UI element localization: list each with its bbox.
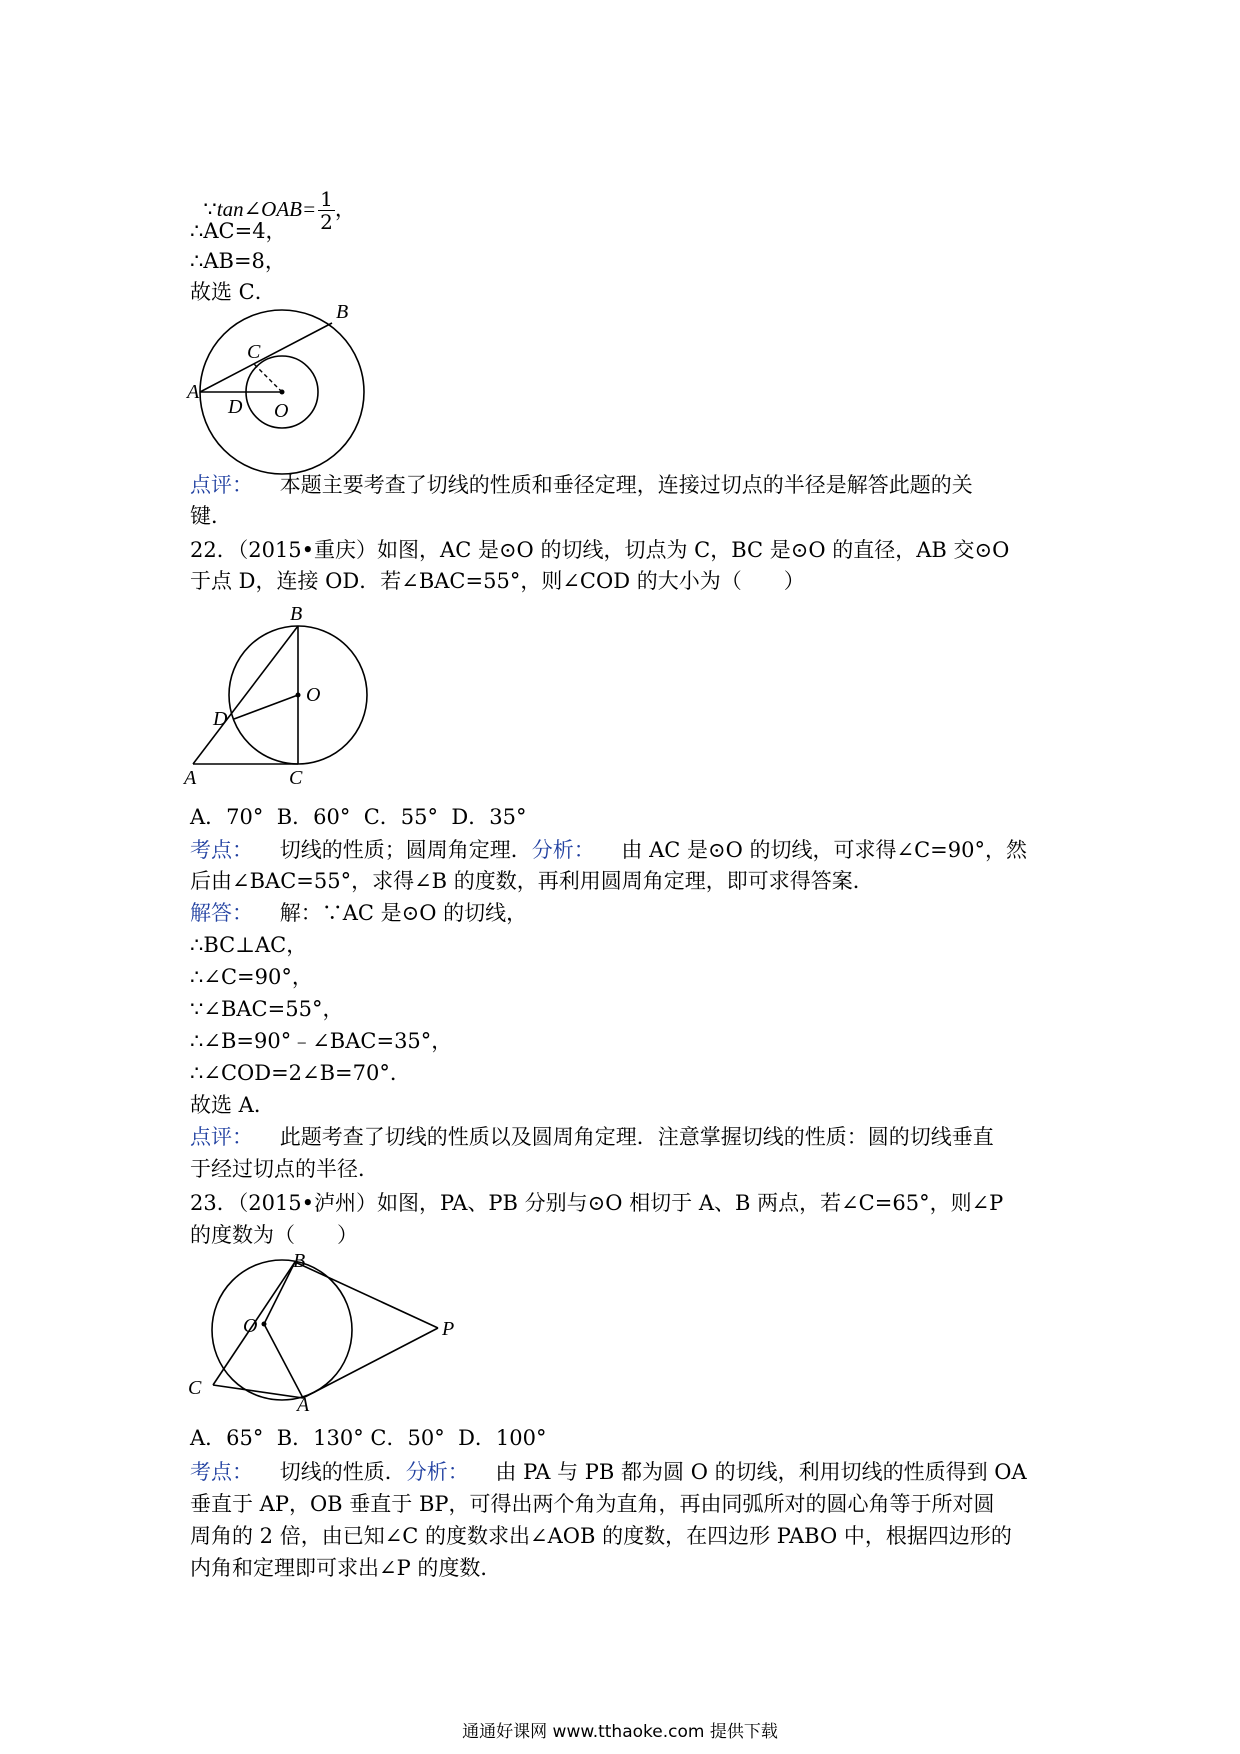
- tangent-pb: [295, 1262, 438, 1328]
- fenxi-text: 由 AC 是⊙O 的切线，可求得∠C=90°，然: [621, 838, 1027, 862]
- comment-line-1: [190, 470, 973, 500]
- solution-line-ac: ∴AC=4，: [190, 219, 287, 243]
- q22-step-6: 故选 A．: [190, 1093, 275, 1117]
- label-c: C: [247, 341, 261, 363]
- center-dot: [296, 693, 301, 698]
- label-d: D: [213, 708, 228, 730]
- center-dot: [280, 390, 285, 395]
- jieda-text: 解：∵AC 是⊙O 的切线，: [279, 901, 528, 925]
- page-footer: 通通好课网 www.tthaoke.com 提供下载: [462, 1722, 778, 1742]
- tangent-pa: [303, 1328, 438, 1398]
- q22-step-2: ∴∠C=90°，: [190, 965, 313, 989]
- label-c: C: [188, 1377, 202, 1399]
- q23-stem-line-2: 的度数为（ ）: [190, 1223, 358, 1247]
- label-d: D: [228, 396, 243, 418]
- comma: ，: [334, 197, 356, 221]
- label-c: C: [289, 767, 303, 789]
- q22-step-3: ∵∠BAC=55°，: [190, 997, 344, 1021]
- fenxi-label: 分析：: [531, 838, 595, 862]
- q23-analysis-line-3: 周角的 2 倍，由已知∠C 的度数求出∠AOB 的度数，在四边形 PABO 中，根据四边形的: [190, 1524, 1012, 1548]
- figure-concentric-circles: [180, 300, 370, 480]
- q22-comment-line-1: [190, 1122, 994, 1152]
- comment-line-2: 键．: [190, 504, 232, 528]
- q22-stem-line-2: 于点 D，连接 OD．若∠BAC=55°，则∠COD 的大小为（ ）: [190, 569, 805, 593]
- solution-line-answer: 故选 C．: [190, 280, 276, 304]
- fraction: [318, 188, 335, 233]
- q22-step-5: ∴∠COD=2∠B=70°．: [190, 1061, 411, 1085]
- fenxi-label: 分析：: [405, 1460, 469, 1484]
- q22-analysis-line-2: 后由∠BAC=55°，求得∠B 的度数，再利用圆周角定理，即可求得答案．: [190, 869, 874, 893]
- q23-stem-line-1: 23．（2015•泸州）如图，PA、PB 分别与⊙O 相切于 A、B 两点，若∠C=65°，则∠P: [190, 1191, 1004, 1215]
- kaodian-text: 切线的性质；圆周角定理．: [279, 838, 532, 862]
- jieda-label: 解答：: [190, 901, 253, 925]
- q23-analysis-line-2: 垂直于 AP，OB 垂直于 BP，可得出两个角为直角，再由同弧所对的圆心角等于所对圆: [190, 1492, 995, 1516]
- label-p: P: [442, 1318, 455, 1340]
- dianping-text: 此题考查了切线的性质以及圆周角定理．注意掌握切线的性质：圆的切线垂直: [279, 1125, 994, 1149]
- chord-ab: [200, 323, 332, 392]
- q22-options: A．70° B．60° C．55° D．35°: [190, 805, 527, 829]
- kaodian-label: 考点：: [190, 1460, 253, 1484]
- fraction-denominator: 2: [320, 210, 333, 234]
- center-dot: [262, 1322, 267, 1327]
- label-b: B: [290, 603, 303, 625]
- label-b: B: [293, 1252, 306, 1272]
- dashed-oc: [254, 364, 282, 392]
- kaodian-text: 切线的性质．: [279, 1460, 406, 1484]
- radius-oa: [264, 1324, 303, 1398]
- line-ab: [193, 626, 298, 764]
- comment-label: 点评：: [190, 473, 253, 497]
- q23-analysis-line-1: [190, 1457, 1027, 1487]
- label-a: A: [297, 1394, 310, 1412]
- figure-q23: [180, 1252, 470, 1412]
- comment-text: 本题主要考查了切线的性质和垂径定理，连接过切点的半径是解答此题的关: [279, 473, 973, 497]
- because-symbol: ∵: [203, 197, 217, 221]
- figure-q22: [180, 600, 380, 790]
- q22-step-4: ∴∠B=90°﹣∠BAC=35°，: [190, 1029, 453, 1053]
- label-a: A: [187, 381, 200, 403]
- q23-analysis-line-4: 内角和定理即可求出∠P 的度数．: [190, 1556, 502, 1580]
- label-o: O: [306, 684, 321, 706]
- q22-comment-line-2: 于经过切点的半径．: [190, 1157, 379, 1181]
- q22-step-1: ∴BC⊥AC，: [190, 933, 308, 957]
- label-o: O: [243, 1315, 258, 1337]
- fenxi-text: 由 PA 与 PB 都为圆 O 的切线，利用切线的性质得到 OA: [495, 1460, 1027, 1484]
- label-o: O: [274, 400, 289, 422]
- dianping-label: 点评：: [190, 1125, 253, 1149]
- label-b: B: [336, 301, 349, 323]
- q22-answer-line: [190, 898, 527, 928]
- q23-options: A．65° B．130° C．50° D．100°: [190, 1426, 547, 1450]
- q22-analysis-line-1: [190, 835, 1027, 865]
- q22-stem-line-1: 22．（2015•重庆）如图，AC 是⊙O 的切线，切点为 C，BC 是⊙O 的直径，AB 交⊙O: [190, 538, 1010, 562]
- solution-line-ab: ∴AB=8，: [190, 249, 286, 273]
- tan-expression: tan∠OAB=: [216, 197, 317, 221]
- label-a: A: [184, 767, 197, 789]
- radius-ob: [264, 1262, 295, 1324]
- kaodian-label: 考点：: [190, 838, 253, 862]
- fraction-numerator: 1: [320, 187, 333, 211]
